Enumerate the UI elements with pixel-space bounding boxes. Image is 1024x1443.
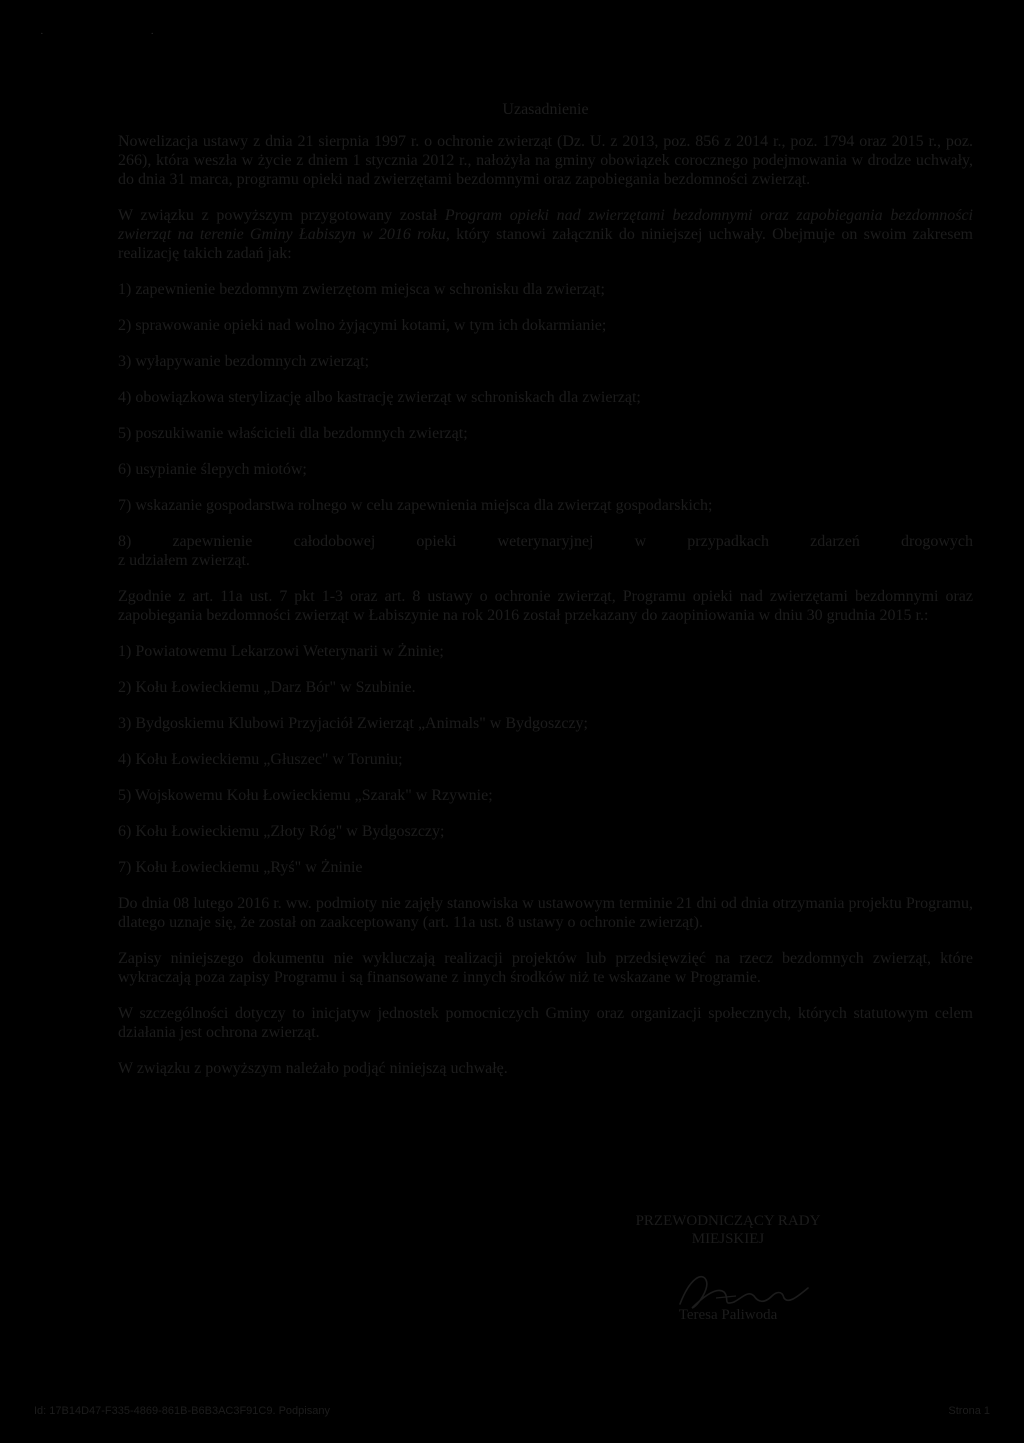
program-title: Program opieki nad zwierzętami bezdomnymi oraz zapobiegania bezdomności zwierząt na terenie Gminy Łabiszyn w 2016 roku	[118, 207, 974, 243]
program-paragraph	[118, 206, 973, 263]
task-item: 2) sprawowanie opieki nad wolno żyjącymi kotami, w tym ich dokarmianie;	[118, 317, 607, 334]
consultation-paragraph: Zgodnie z art. 11a ust. 7 pkt 1-3 oraz art. 8 ustawy o ochronie zwierząt, Programu opieki nad zwierzętami bezdomnymi oraz zapobiegania bezdomności zwierząt w Łabiszynie na rok 2016 został przekazany do zaopiniowania w dniu 30 grudnia 2015 r.:	[118, 588, 973, 624]
recipient-item: 7) Kołu Łowieckiemu „Ryś" w Żninie	[118, 859, 363, 876]
document-id: Id: 17B14D47-F335-4869-861B-B6B3AC3F91C9. Podpisany	[34, 1405, 330, 1417]
document-body	[118, 100, 973, 1095]
task-item: 6) usypianie ślepych miotów;	[118, 461, 307, 478]
page-number: Strona 1	[948, 1405, 990, 1417]
task-item: 7) wskazanie gospodarstwa rolnego w celu zapewnienia miejsca dla zwierząt gospodarskich;	[118, 497, 713, 514]
deadline-paragraph: Do dnia 08 lutego 2016 r. ww. podmioty nie zajęły stanowiska w ustawowym terminie 21 dni od dnia otrzymania projektu Programu, dlatego uznaje się, że został on zaakceptowany (art. 11a ust. 8 ustawy o ochronie zwierząt).	[118, 895, 973, 931]
task-item-8-line1: 8) zapewnienie całodobowej opieki weterynaryjnej w przypadkach zdarzeń drogowych	[118, 533, 973, 550]
scope-paragraph: Zapisy niniejszego dokumentu nie wykluczają realizacji projektów lub przedsięwzięć na rzecz bezdomnych zwierząt, które wykraczają poza zapisy Programu i są finansowane z innych środków niż te wskazane w Programie.	[118, 950, 973, 986]
intro-paragraph: Nowelizacja ustawy z dnia 21 sierpnia 1997 r. o ochronie zwierząt (Dz. U. z 2013, poz. 856 z 2014 r., poz. 1794 oraz 2015 r., poz. 266), która weszła w życie z dniem 1 stycznia 2012 r., nałożyła na gminy obowiązek corocznego podejmowania w drodze uchwały, do dnia 31 marca, programu opieki nad zwierzętami bezdomnymi oraz zapobiegania bezdomności zwierząt.	[118, 133, 973, 188]
task-item: 1) zapewnienie bezdomnym zwierzętom miejsca w schronisku dla zwierząt;	[118, 281, 605, 298]
recipient-item: 3) Bydgoskiemu Klubowi Przyjaciół Zwierząt „Animals" w Bydgoszczy;	[118, 715, 588, 732]
initiatives-paragraph: W szczególności dotyczy to inicjatyw jednostek pomocniczych Gminy oraz organizacji społecznych, których statutowym celem działania jest ochrona zwierząt.	[118, 1005, 973, 1041]
scan-specks: · ·	[40, 28, 207, 40]
handwritten-signature	[672, 1268, 822, 1318]
signatory-name: Teresa Paliwoda	[678, 1307, 778, 1323]
task-item-8-line2: z udziałem zwierząt.	[118, 552, 250, 569]
task-item: 5) poszukiwanie właścicieli dla bezdomnych zwierząt;	[118, 425, 468, 442]
recipient-item: 2) Kołu Łowieckiemu „Darz Bór" w Szubinie.	[118, 679, 416, 696]
recipient-item: 1) Powiatowemu Lekarzowi Weterynarii w Żninie;	[118, 643, 444, 660]
program-lead: W związku z powyższym przygotowany został	[118, 207, 445, 224]
document-heading: Uzasadnienie	[502, 101, 589, 118]
recipient-list	[118, 642, 973, 877]
recipient-item: 6) Kołu Łowieckiemu „Złoty Róg" w Bydgoszczy;	[118, 823, 445, 840]
program-tail: , który stanowi załącznik do niniejszej uchwały. Obejmuje on swoim zakresem realizację takich zadań jak:	[118, 226, 973, 262]
recipient-item: 4) Kołu Łowieckiemu „Głuszec" w Toruniu;	[118, 751, 403, 768]
task-item-8	[118, 532, 973, 570]
task-list	[118, 280, 973, 570]
signatory-title-line2: MIEJSKIEJ	[691, 1231, 765, 1247]
task-item: 4) obowiązkowa sterylizację albo kastrację zwierząt w schroniskach dla zwierząt;	[118, 389, 641, 406]
conclusion-paragraph: W związku z powyższym należało podjąć niniejszą uchwałę.	[118, 1060, 508, 1077]
task-item: 3) wyłapywanie bezdomnych zwierząt;	[118, 353, 370, 370]
recipient-item: 5) Wojskowemu Kołu Łowieckiemu „Szarak" w Rzywnie;	[118, 787, 493, 804]
signatory-title-line1: PRZEWODNICZĄCY RADY	[635, 1213, 821, 1229]
